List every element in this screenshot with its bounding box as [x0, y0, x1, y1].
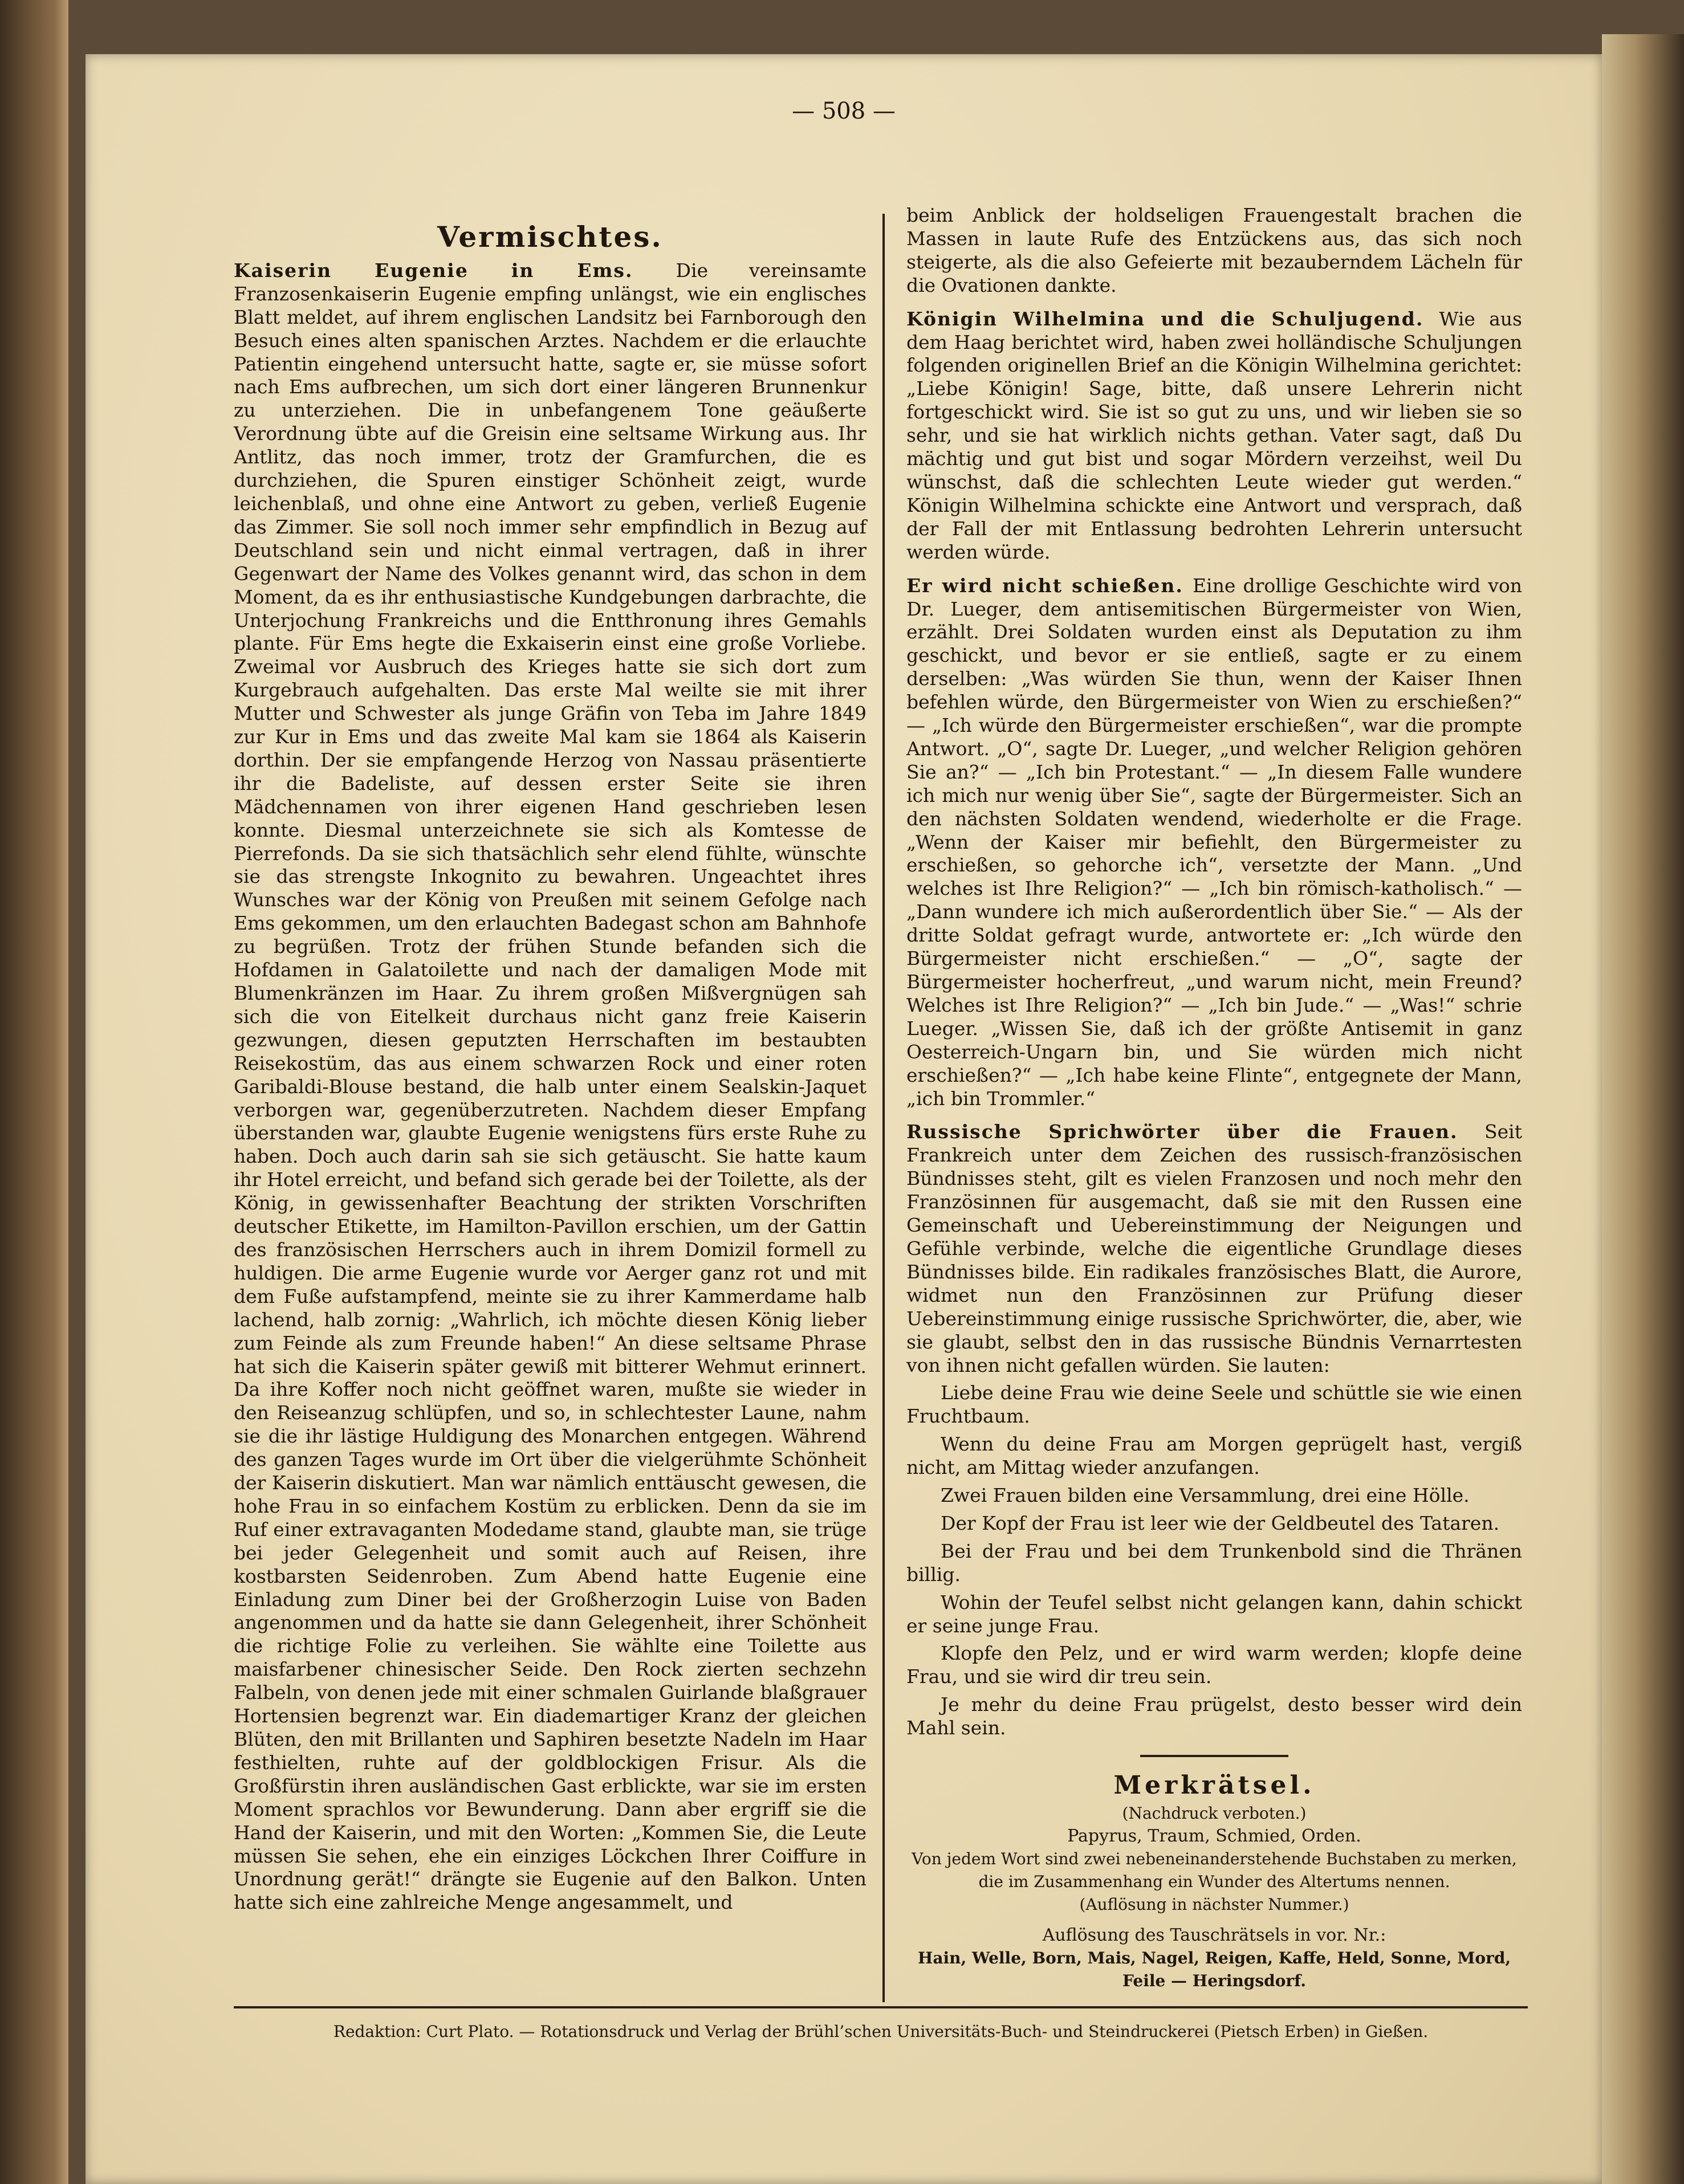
- proverb-item: Wenn du deine Frau am Morgen geprügelt hast, vergiß nicht, am Mittag wieder anzufangen.: [906, 1433, 1522, 1479]
- puzzle-next: (Auflösung in nächster Nummer.): [1079, 1895, 1349, 1914]
- right-column: [906, 204, 1522, 1993]
- article-eugenie-continuation: beim Anblick der holdseligen Frauengestalt brachen die Massen in laute Rufe des Entzückens aus, das sich noch steigerte, als die also Gefeierte mit bezauberndem Lächeln für die Ovationen dankte.: [906, 204, 1522, 296]
- proverb-item: Liebe deine Frau wie deine Seele und schüttle sie wie einen Fruchtbaum.: [906, 1382, 1522, 1428]
- proverb-item: Zwei Frauen bilden eine Versammlung, drei eine Hölle.: [941, 1484, 1470, 1507]
- solution-line: Hain, Welle, Born, Mais, Nagel, Reigen, Kaffe, Held, Sonne, Mord,: [917, 1949, 1511, 1967]
- proverb-item: Bei der Frau und bei dem Trunkenbold sind die Thränen billig.: [906, 1539, 1522, 1586]
- puzzle-title: Merkrätsel.: [1113, 1771, 1315, 1800]
- proverb-item: Wohin der Teufel selbst nicht gelangen kann, dahin schickt er seine junge Frau.: [906, 1591, 1522, 1637]
- article-wilhelmina: [906, 308, 1522, 564]
- imprint-footer: Redaktion: Curt Plato. — Rotationsdruck und Verlag der Brühl’schen Universitäts-Buch- und Steindruckerei (Pietsch Erben) in Gießen.: [333, 2022, 1429, 2041]
- section-title: Vermischtes.: [437, 220, 663, 254]
- page-number: — 508 —: [792, 98, 896, 124]
- article-text: Wie aus dem Haag berichtet wird, haben zwei holländische Schuljungen folgenden originellen Brief an die Königin Wilhelmina gerichtet: „Liebe Königin! Sage, bitte, daß unsere Lehrerin nicht fortgeschickt wird. Sie ist so gut zu uns, und wir lieben sie so sehr, und sie hat wirklich nichts gethan. Vater sagt, daß Du mächtig und gut bist und sogar Mördern verzeihst, weil Du wünschst, daß die schlechten Leute wieder gut werden.“ Königin Wilhelmina schickte eine Antwort und versprach, daß der Fall der mit Entlassung bedrohten Lehrerin untersucht werden würde.: [906, 307, 1522, 563]
- article-text: Die vereinsamte Franzosenkaiserin Eugenie empfing unlängst, wie ein englisches Blatt meldet, auf ihrem englischen Landsitz bei Farnborough den Besuch eines alten spanischen Arztes. Nachdem er die erlauchte Patientin eingehend untersucht hatte, sagte er, sie müsse sofort nach Ems aufbrechen, um sich dort einer längeren Brunnenkur zu unterziehen. Die in unbefangenem Tone geäußerte Verordnung übte auf die Greisin eine seltsame Wirkung aus. Ihr Antlitz, das noch immer, trotz der Gramfurchen, die es durchziehen, die Spuren einstiger Schönheit zeigt, wurde leichenblaß, und ohne eine Antwort zu geben, verließ Eugenie das Zimmer. Sie soll noch immer sehr empfindlich in Bezug auf Deutschland sein und nicht einmal vertragen, daß in ihrer Gegenwart der Name des Volkes genannt wird, das schon in dem Moment, da es ihr enthusiastische Kundgebungen darbrachte, die Unterjochung Frankreichs und die Entthronung ihres Gemahls plante. Für Ems hegte die Exkaiserin einst eine große Vorliebe. Zweimal vor Ausbruch des Krieges hatte sie sich dort zum Kurgebrauch aufgehalten. Das erste Mal weilte sie mit ihrer Mutter und Schwester als junge Gräfin von Teba im Jahre 1849 zur Kur in Ems und das zweite Mal kam sie 1864 als Kaiserin dorthin. Der sie empfangende Herzog von Nassau präsentierte ihr die Badeliste, auf dessen erster Seite sie ihren Mädchennamen von ihrer eigenen Hand geschrieben lesen konnte. Diesmal unterzeichnete sie sich als Komtesse de Pierrefonds. Da sie sich thatsächlich sehr elend fühlte, wünschte sie das strengste Inkognito zu bewahren. Ungeachtet ihres Wunsches war der König von Preußen mit seinem Gefolge nach Ems gekommen, um den erlauchten Badegast schon am Bahnhofe zu begrüßen. Trotz der frühen Stunde befanden sich die Hofdamen in Galatoilette und nach der damaligen Mode mit Blumenkränzen im Haar. Zu ihrem großen Mißvergnügen sah sich die von Eitelkeit durchaus nicht ganz freie Kaiserin gezwungen, diesen geputzten Herrschaften im bestaubten Reisekostüm, das aus einem schwarzen Rock und einer roten Garibaldi-Blouse bestand, die halb unter einem Sealskin-Jaquet verborgen war, gegenüberzutreten. Nachdem dieser Empfang überstanden war, glaubte Eugenie wenigstens fürs erste Ruhe zu haben. Doch auch darin sah sie sich getäuscht. Sie hatte kaum ihr Hotel erreicht, und befand sich gerade bei der Toilette, als der König, in gewissenhafter Beachtung der strikten Vorschriften deutscher Etikette, im Hamilton-Pavillon erschien, um der Gattin des französischen Herrschers auch in ihrem Domizil formell zu huldigen. Die arme Eugenie wurde vor Aerger ganz rot und mit dem Fuße aufstampfend, meinte sie zu ihrer Kammerdame halb lachend, halb zornig: „Wahrlich, ich möchte diesen König lieber zum Feinde als zum Freunde haben!“ An diese seltsame Phrase hat sich die Kaiserin später gewiß mit bitterer Wehmut erinnert. Da ihre Koffer noch nicht geöffnet waren, mußte sie wieder in den Reiseanzug schlüpfen, und so, in schlechtester Laune, nahm sie die ihr lästige Huldigung des Monarchen entgegen. Während des ganzen Tages wurde im Ort über die vielgerühmte Schönheit der Kaiserin diskutiert. Man war nämlich enttäuscht gewesen, die hohe Frau in so einfachem Kostüm zu erblicken. Denn da sie im Ruf einer extravaganten Modedame stand, glaubte man, sie trüge bei jeder Gelegenheit und somit auch auf Reisen, ihre kostbarsten Seidenroben. Zum Abend hatte Eugenie eine Einladung zum Diner bei der Großherzogin Luise von Baden angenommen und da hatte sie dann Gelegenheit, ihrer Schönheit die richtige Folie zu verleihen. Sie wählte eine Toilette aus maisfarbener chinesischer Seide. Den Rock zierten sechzehn Falbeln, von denen jede mit einer schmalen Guirlande blaßgrauer Hortensien begrenzt war. Ein diademartiger Kranz der gleichen Blüten, den mit Brillanten und Saphiren besetzte Nadeln im Haar festhielten, ruhte auf der goldblockigen Frisur. Als die Großfürstin ihren ausländischen Gast erblickte, war sie im ersten Moment sprachlos vor Bewunderung. Dann aber ergriff sie die Hand der Kaiserin, und mit den Worten: „Kommen Sie, die Leute müssen Sie sehen, ehe ein einziges Löckchen Ihrer Coiffure in Unordnung gerät!“ drängte sie Eugenie auf den Balkon. Unten hatte sich eine zahlreiche Menge angesammelt, und: [234, 259, 867, 1914]
- puzzle-instruction: Von jedem Wort sind zwei nebeneinanderstehende Buchstaben zu merken, die im Zusammenhang ein Wunder des Altertums nennen.: [912, 1849, 1517, 1891]
- proverb-item: Klopfe den Pelz, und er wird warm werden; klopfe deine Frau, und sie wird dir treu sein.: [906, 1642, 1522, 1688]
- puzzle-words: Papyrus, Traum, Schmied, Orden.: [1067, 1826, 1361, 1846]
- article-heading: Russische Sprichwörter über die Frauen.: [906, 1120, 1485, 1143]
- article-text: Eine drollige Geschichte wird von Dr. Lueger, dem antisemitischen Bürgermeister von Wien, erzählt. Drei Soldaten wurden einst als Deputation zu ihm geschickt, und bevor er sie entließ, sagte er zu einem derselben: „Was würden Sie thun, wenn der Kaiser Ihnen befehlen würde, den Bürgermeister von Wien zu erschießen?“ — „Ich würde den Bürgermeister erschießen“, war die prompte Antwort. „O“, sagte Dr. Lueger, „und welcher Religion gehören Sie an?“ — „Ich bin Protestant.“ — „In diesem Falle wundere ich mich nur wenig über Sie“, sagte der Bürgermeister. Sich an den nächsten Soldaten wendend, wiederholte er die Frage. „Wenn der Kaiser mir befiehlt, den Bürgermeister zu erschießen, so gehorche ich“, versetzte der Mann. „Und welches ist Ihre Religion?“ — „Ich bin römisch-katholisch.“ — „Dann wundere ich mich außerordentlich über Sie.“ — Als der dritte Soldat gefragt wurde, antwortete er: „Ich würde den Bürgermeister nicht erschießen.“ — „O“, sagte der Bürgermeister hocherfreut, „und warum nicht, mein Freund? Welches ist Ihre Religion?“ — „Ich bin Jude.“ — „Was!“ schrie Lueger. „Wissen Sie, daß ich der größte Antisemit in ganz Oesterreich-Ungarn bin, und Sie würden mich nicht erschießen?“ — „Ich habe keine Flinte“, entgegnete der Mann, „ich bin Trommler.“: [906, 574, 1522, 1110]
- footer-rule: [234, 2006, 1528, 2008]
- article-heading: Königin Wilhelmina und die Schuljugend.: [906, 307, 1439, 330]
- column-divider: [882, 214, 885, 2002]
- page-edge: [1602, 34, 1684, 2184]
- proverb-item: Je mehr du deine Frau prügelst, desto besser wird dein Mahl sein.: [906, 1693, 1522, 1739]
- article-lueger: [906, 574, 1522, 1111]
- article-proverbs: [906, 1120, 1522, 1377]
- proverb-item: Der Kopf der Frau ist leer wie der Geldbeutel des Tataren.: [941, 1511, 1500, 1534]
- puzzle-note: (Nachdruck verboten.): [1122, 1804, 1307, 1823]
- article-eugenie: [234, 259, 867, 1914]
- article-heading: Er wird nicht schießen.: [906, 574, 1193, 597]
- article-heading: Kaiserin Eugenie in Ems.: [234, 259, 676, 282]
- section-rule: [1140, 1755, 1288, 1757]
- article-text: Seit Frankreich unter dem Zeichen des russisch-französischen Bündnisses steht, gilt es vielen Franzosen und noch mehr den Französinnen für ausgemacht, daß sie mit den Russen eine Gemeinschaft und Uebereinstimmung der Neigungen und Gefühle verbinde, welche die eigentliche Grundlage dieses Bündnisses bilde. Ein radikales französisches Blatt, die Aurore, widmet nun den Französinnen zur Prüfung dieser Uebereinstimmung einige russische Sprichwörter, die, aber, wie sie glaubt, selbst den in das russische Bündnis Vernarrtesten von ihnen nicht gefallen würden. Sie lauten:: [906, 1120, 1522, 1376]
- solution-line: Feile — Heringsdorf.: [1122, 1971, 1306, 1990]
- left-column: [234, 205, 867, 1925]
- solution-title: Auflösung des Tauschrätsels in vor. Nr.:: [1042, 1925, 1386, 1945]
- book-spine: [0, 0, 68, 2184]
